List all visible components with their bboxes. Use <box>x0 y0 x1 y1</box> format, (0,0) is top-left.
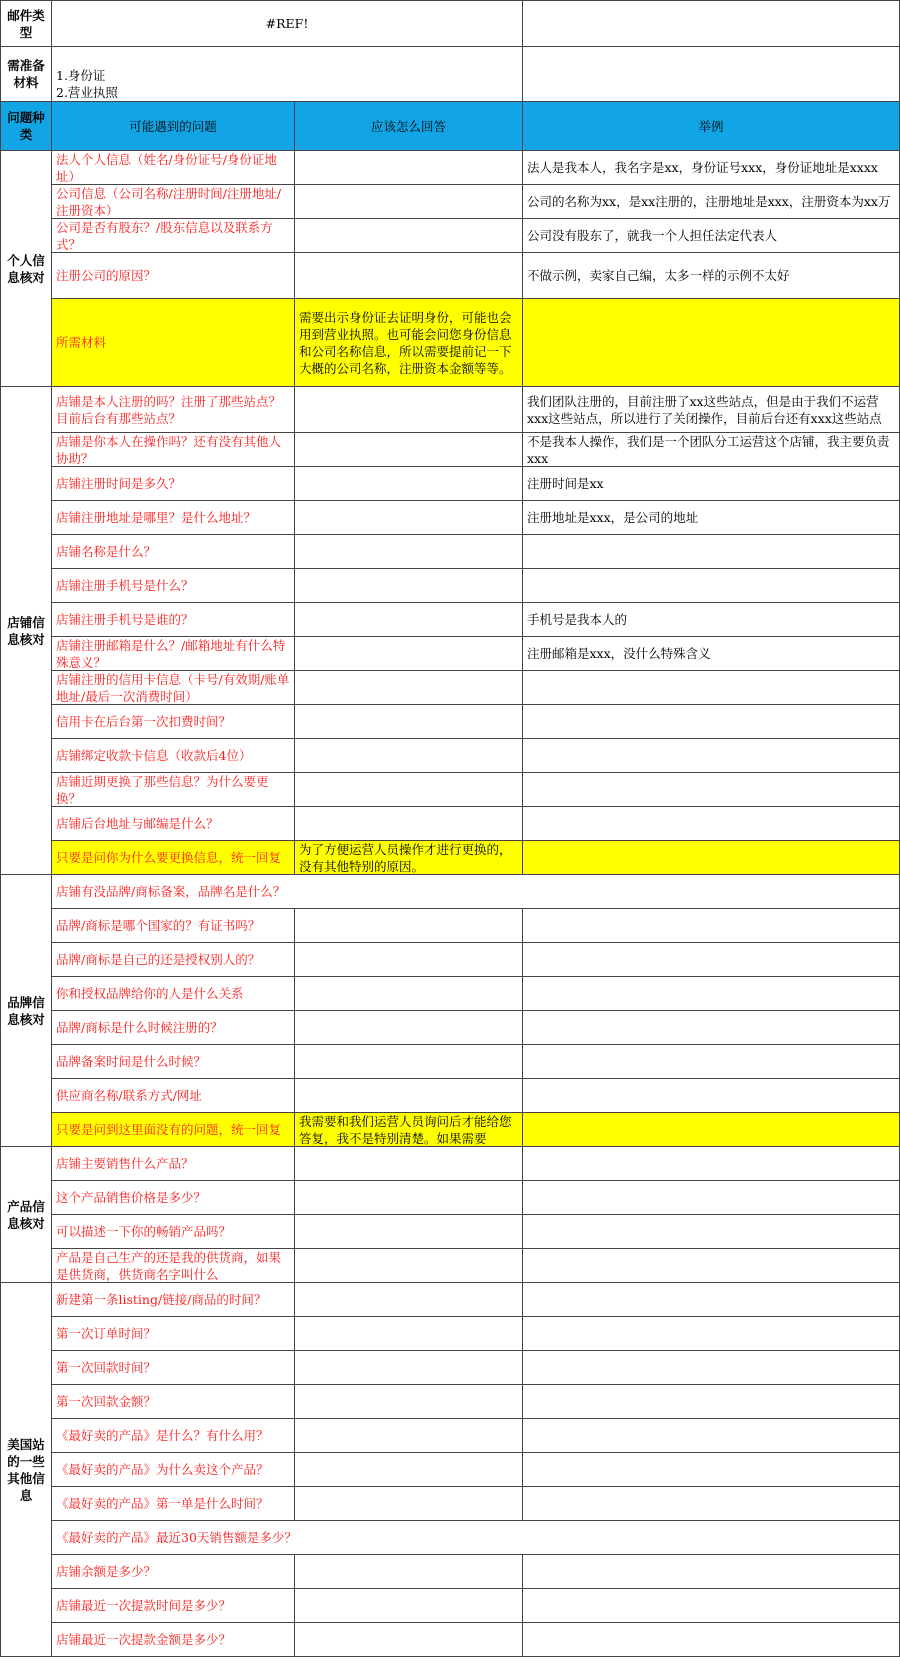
example-cell[interactable] <box>523 569 900 603</box>
category-cell-text: 店铺信息核对 <box>7 614 45 647</box>
question-cell-text: 店铺注册邮箱是什么？/邮箱地址有什么特殊意义？ <box>56 637 286 670</box>
example-cell[interactable] <box>523 219 900 253</box>
category-cell[interactable] <box>0 151 52 387</box>
example-cell[interactable] <box>523 1283 900 1317</box>
question-cell-text: 第一次回款金额？ <box>56 1394 157 1409</box>
question-cell-text: 店铺绑定收款卡信息（收款后4位） <box>56 748 252 763</box>
answer-cell[interactable] <box>295 1215 523 1249</box>
example-cell[interactable] <box>523 909 900 943</box>
answer-cell[interactable] <box>295 943 523 977</box>
question-cell[interactable] <box>52 535 295 569</box>
example-cell[interactable] <box>523 1079 900 1113</box>
answer-cell[interactable] <box>295 535 523 569</box>
question-cell[interactable] <box>52 501 295 535</box>
answer-cell[interactable] <box>295 467 523 501</box>
example-cell[interactable] <box>523 151 900 185</box>
example-cell[interactable] <box>523 467 900 501</box>
question-cell[interactable] <box>52 773 295 807</box>
question-cell-text: 所需材料 <box>56 335 107 350</box>
category-cell[interactable] <box>0 875 52 1147</box>
example-cell-text: 手机号是我本人的 <box>527 612 628 627</box>
question-cell-text: 品牌备案时间是什么时候？ <box>56 1054 207 1069</box>
question-cell-text: 店铺最近一次提款金额是多少？ <box>56 1632 232 1647</box>
example-cell[interactable] <box>523 387 900 433</box>
answer-cell[interactable] <box>295 1589 523 1623</box>
answer-cell-text: 需要出示身份证去证明身份，可能也会用到营业执照。也可能会问您身份信息和公司名称信息，所以需要提前记一下大概的公司名称，注册资本金额等等。 <box>299 309 512 376</box>
mail-type-label[interactable] <box>0 0 52 47</box>
example-cell-text: 不做示例，卖家自己编，太多一样的示例不太好 <box>527 268 790 283</box>
category-cell-text: 美国站的一些其他信息 <box>7 1436 45 1503</box>
question-cell[interactable] <box>52 569 295 603</box>
question-cell[interactable] <box>52 433 295 467</box>
example-cell[interactable] <box>523 1385 900 1419</box>
answer-cell[interactable] <box>295 387 523 433</box>
answer-cell[interactable] <box>295 1079 523 1113</box>
question-cell[interactable] <box>52 739 295 773</box>
question-cell[interactable] <box>52 1317 295 1351</box>
question-cell-text: 你和授权品牌给你的人是什么关系 <box>56 986 244 1001</box>
question-cell[interactable] <box>52 875 523 909</box>
example-cell[interactable] <box>523 1555 900 1589</box>
question-cell-text: 公司信息（公司名称/注册时间/注册地址/注册资本） <box>56 185 282 218</box>
question-cell[interactable] <box>52 1249 295 1283</box>
question-cell[interactable] <box>52 1215 295 1249</box>
answer-cell[interactable] <box>295 569 523 603</box>
materials-item: 1.身份证 <box>56 68 106 83</box>
question-cell[interactable] <box>52 1181 295 1215</box>
example-cell[interactable] <box>523 875 900 909</box>
example-cell[interactable] <box>523 705 900 739</box>
question-cell-text: 品牌/商标是自己的还是授权别人的？ <box>56 952 261 967</box>
question-cell-text: 品牌/商标是什么时候注册的？ <box>56 1020 223 1035</box>
question-cell[interactable] <box>52 977 295 1011</box>
example-cell-text: 公司的名称为xx，是xx注册的，注册地址是xxx，注册资本为xx万 <box>527 194 891 209</box>
question-cell[interactable] <box>52 807 295 841</box>
question-cell[interactable] <box>52 467 295 501</box>
answer-cell[interactable] <box>295 1385 523 1419</box>
question-cell[interactable] <box>52 603 295 637</box>
example-cell-text: 法人是我本人，我名字是xx，身份证号xxx，身份证地址是xxxx <box>527 160 878 175</box>
answer-cell[interactable] <box>295 637 523 671</box>
example-cell[interactable] <box>523 1521 900 1555</box>
example-cell[interactable] <box>523 841 900 875</box>
column-header-answer-text: 应该怎么回答 <box>370 118 446 134</box>
question-cell-text: 品牌/商标是哪个国家的？有证书吗？ <box>56 918 261 933</box>
category-cell-text: 产品信息核对 <box>7 1198 45 1231</box>
column-header-category-text: 问题种类 <box>7 110 45 142</box>
answer-cell[interactable] <box>295 671 523 705</box>
example-cell[interactable] <box>523 1147 900 1181</box>
question-cell[interactable] <box>52 841 295 875</box>
question-cell-text: 店铺余额是多少？ <box>56 1564 157 1579</box>
question-cell-text: 店铺近期更换了那些信息？为什么要更换？ <box>56 773 269 806</box>
question-cell[interactable] <box>52 1011 295 1045</box>
answer-cell[interactable] <box>295 1351 523 1385</box>
question-cell-text: 可以描述一下你的畅销产品吗？ <box>56 1224 232 1239</box>
answer-cell[interactable] <box>295 1453 523 1487</box>
answer-cell[interactable] <box>295 841 523 875</box>
mail-type-value-text: #REF! <box>265 16 309 31</box>
example-cell[interactable] <box>523 501 900 535</box>
answer-cell[interactable] <box>295 1113 523 1147</box>
answer-cell[interactable] <box>295 433 523 467</box>
example-cell[interactable] <box>523 299 900 387</box>
question-cell-text: 《最好卖的产品》最近30天销售额是多少？ <box>56 1530 297 1545</box>
question-cell-text: 这个产品销售价格是多少？ <box>56 1190 207 1205</box>
question-cell-text: 公司是否有股东？/股东信息以及联系方式？ <box>56 219 273 252</box>
question-cell-text: 产品是自己生产的还是我的供货商，如果是供货商，供货商名字叫什么 <box>56 1249 282 1282</box>
question-cell[interactable] <box>52 1147 295 1181</box>
category-cell-text: 个人信息核对 <box>7 252 45 285</box>
example-cell[interactable] <box>523 739 900 773</box>
example-cell[interactable] <box>523 1215 900 1249</box>
example-cell[interactable] <box>523 1351 900 1385</box>
example-cell[interactable] <box>523 1589 900 1623</box>
answer-cell[interactable] <box>295 219 523 253</box>
question-cell-text: 只要是问你为什么要更换信息，统一回复 <box>56 850 282 865</box>
example-cell[interactable] <box>523 943 900 977</box>
category-cell[interactable] <box>0 1147 52 1283</box>
example-cell[interactable] <box>523 807 900 841</box>
example-cell-text: 注册邮箱是xxx，没什么特殊含义 <box>527 646 711 661</box>
question-cell[interactable] <box>52 1589 295 1623</box>
question-cell[interactable] <box>52 253 295 299</box>
materials-list[interactable] <box>52 47 523 102</box>
answer-cell[interactable] <box>295 1283 523 1317</box>
answer-cell[interactable] <box>295 773 523 807</box>
question-cell-text: 店铺最近一次提款时间是多少？ <box>56 1598 232 1613</box>
question-cell-text: 第一次订单时间？ <box>56 1326 157 1341</box>
column-header-question-text: 可能遇到的问题 <box>129 118 217 134</box>
example-cell[interactable] <box>523 535 900 569</box>
example-cell[interactable] <box>523 1453 900 1487</box>
mail-type-value[interactable] <box>52 0 523 47</box>
question-cell-text: 店铺是本人注册的吗？注册了那些站点？目前后台有那些站点？ <box>56 393 282 426</box>
question-cell[interactable] <box>52 705 295 739</box>
question-cell-text: 店铺注册的信用卡信息（卡号/有效期/账单地址/最后一次消费时间） <box>56 671 290 704</box>
materials-label[interactable] <box>0 47 52 102</box>
question-cell-text: 《最好卖的产品》第一单是什么时间？ <box>56 1496 269 1511</box>
question-cell-text: 新建第一条listing/链接/商品的时间？ <box>56 1292 267 1307</box>
question-cell-text: 店铺是你本人在操作吗？还有没有其他人协助？ <box>56 433 282 466</box>
answer-cell[interactable] <box>295 603 523 637</box>
answer-cell[interactable] <box>295 253 523 299</box>
question-cell[interactable] <box>52 1453 295 1487</box>
answer-cell[interactable] <box>295 151 523 185</box>
example-cell-text: 注册时间是xx <box>527 476 604 491</box>
question-cell-text: 《最好卖的产品》是什么？有什么用？ <box>56 1428 269 1443</box>
example-cell[interactable] <box>523 1249 900 1283</box>
example-cell[interactable] <box>523 1181 900 1215</box>
example-cell[interactable] <box>523 1623 900 1657</box>
answer-cell[interactable] <box>295 1623 523 1657</box>
answer-cell[interactable] <box>295 909 523 943</box>
example-cell[interactable] <box>523 1419 900 1453</box>
question-cell-text: 店铺注册手机号是谁的？ <box>56 612 194 627</box>
question-cell[interactable] <box>52 387 295 433</box>
question-cell[interactable] <box>52 1385 295 1419</box>
example-cell[interactable] <box>523 1045 900 1079</box>
materials-label-text: 需准备材料 <box>7 58 45 90</box>
mail-type-label-text: 邮件类型 <box>7 7 45 40</box>
question-cell-text: 信用卡在后台第一次扣费时间？ <box>56 714 232 729</box>
question-cell[interactable] <box>52 1079 295 1113</box>
materials-extra[interactable] <box>523 47 900 102</box>
answer-cell[interactable] <box>295 1147 523 1181</box>
question-cell-text: 店铺有没品牌/商标备案，品牌名是什么？ <box>56 884 286 899</box>
column-header-example-text: 举例 <box>698 118 724 134</box>
column-header-question[interactable] <box>52 102 295 151</box>
question-cell[interactable] <box>52 909 295 943</box>
question-cell[interactable] <box>52 671 295 705</box>
example-cell[interactable] <box>523 671 900 705</box>
question-cell[interactable] <box>52 637 295 671</box>
question-cell-text: 注册公司的原因？ <box>56 268 157 283</box>
answer-cell[interactable] <box>295 1317 523 1351</box>
answer-cell[interactable] <box>295 1181 523 1215</box>
category-cell[interactable] <box>0 387 52 875</box>
category-cell[interactable] <box>0 1283 52 1657</box>
answer-cell[interactable] <box>295 299 523 387</box>
answer-cell[interactable] <box>295 1555 523 1589</box>
example-cell[interactable] <box>523 773 900 807</box>
question-cell[interactable] <box>52 1487 295 1521</box>
example-cell[interactable] <box>523 1113 900 1147</box>
question-cell[interactable] <box>52 1555 295 1589</box>
question-cell-text: 店铺主要销售什么产品？ <box>56 1156 194 1171</box>
question-cell[interactable] <box>52 943 295 977</box>
example-cell[interactable] <box>523 1011 900 1045</box>
example-cell-text: 公司没有股东了，就我一个人担任法定代表人 <box>527 228 778 243</box>
answer-cell[interactable] <box>295 501 523 535</box>
answer-cell-text: 我需要和我们运营人员询问后才能给您答复，我不是特别清楚。如果需要 <box>299 1113 512 1146</box>
column-header-category[interactable] <box>0 102 52 151</box>
example-cell-text: 注册地址是xxx，是公司的地址 <box>527 510 699 525</box>
question-cell-text: 法人个人信息（姓名/身份证号/身份证地址） <box>56 151 277 184</box>
question-cell-text: 店铺注册手机号是什么？ <box>56 578 194 593</box>
answer-cell-text: 为了方便运营人员操作才进行更换的，没有其他特别的原因。 <box>299 841 512 874</box>
category-cell-text: 品牌信息核对 <box>7 994 45 1027</box>
question-cell[interactable] <box>52 1113 295 1147</box>
question-cell-text: 《最好卖的产品》为什么卖这个产品？ <box>56 1462 269 1477</box>
question-cell[interactable] <box>52 1045 295 1079</box>
question-cell-text: 店铺注册时间是多久？ <box>56 476 182 491</box>
example-cell-text: 不是我本人操作，我们是一个团队分工运营这个店铺，我主要负责xxx <box>527 433 890 466</box>
example-cell[interactable] <box>523 637 900 671</box>
example-cell[interactable] <box>523 253 900 299</box>
example-cell-text: 我们团队注册的，目前注册了xx这些站点，但是由于我们不运营xxx这些站点，所以进行了关闭操作，目前后台还有xxx这些站点 <box>527 393 882 426</box>
question-cell-text: 店铺后台地址与邮编是什么？ <box>56 816 219 831</box>
question-cell[interactable] <box>52 1521 523 1555</box>
answer-cell[interactable] <box>295 1045 523 1079</box>
answer-cell[interactable] <box>295 977 523 1011</box>
question-cell[interactable] <box>52 299 295 387</box>
example-cell[interactable] <box>523 603 900 637</box>
example-cell[interactable] <box>523 433 900 467</box>
question-cell-text: 店铺名称是什么？ <box>56 544 157 559</box>
question-cell-text: 店铺注册地址是哪里？是什么地址？ <box>56 510 257 525</box>
question-cell[interactable] <box>52 1623 295 1657</box>
question-cell[interactable] <box>52 1283 295 1317</box>
answer-cell[interactable] <box>295 1419 523 1453</box>
question-cell[interactable] <box>52 1419 295 1453</box>
column-header-example[interactable] <box>523 102 900 151</box>
question-cell-text: 供应商名称/联系方式/网址 <box>56 1088 202 1103</box>
question-cell[interactable] <box>52 151 295 185</box>
answer-cell[interactable] <box>295 739 523 773</box>
mail-type-extra[interactable] <box>523 0 900 47</box>
question-cell[interactable] <box>52 1351 295 1385</box>
answer-cell[interactable] <box>295 1011 523 1045</box>
question-cell[interactable] <box>52 219 295 253</box>
example-cell[interactable] <box>523 977 900 1011</box>
example-cell[interactable] <box>523 1317 900 1351</box>
answer-cell[interactable] <box>295 807 523 841</box>
question-cell[interactable] <box>52 185 295 219</box>
answer-cell[interactable] <box>295 1487 523 1521</box>
answer-cell[interactable] <box>295 705 523 739</box>
example-cell[interactable] <box>523 1487 900 1521</box>
answer-cell[interactable] <box>295 1249 523 1283</box>
question-cell-text: 第一次回款时间？ <box>56 1360 157 1375</box>
question-cell-text: 只要是问到这里面没有的问题，统一回复 <box>56 1122 282 1137</box>
materials-item: 2.营业执照 <box>56 85 118 100</box>
column-header-answer[interactable] <box>295 102 523 151</box>
example-cell[interactable] <box>523 185 900 219</box>
answer-cell[interactable] <box>295 185 523 219</box>
